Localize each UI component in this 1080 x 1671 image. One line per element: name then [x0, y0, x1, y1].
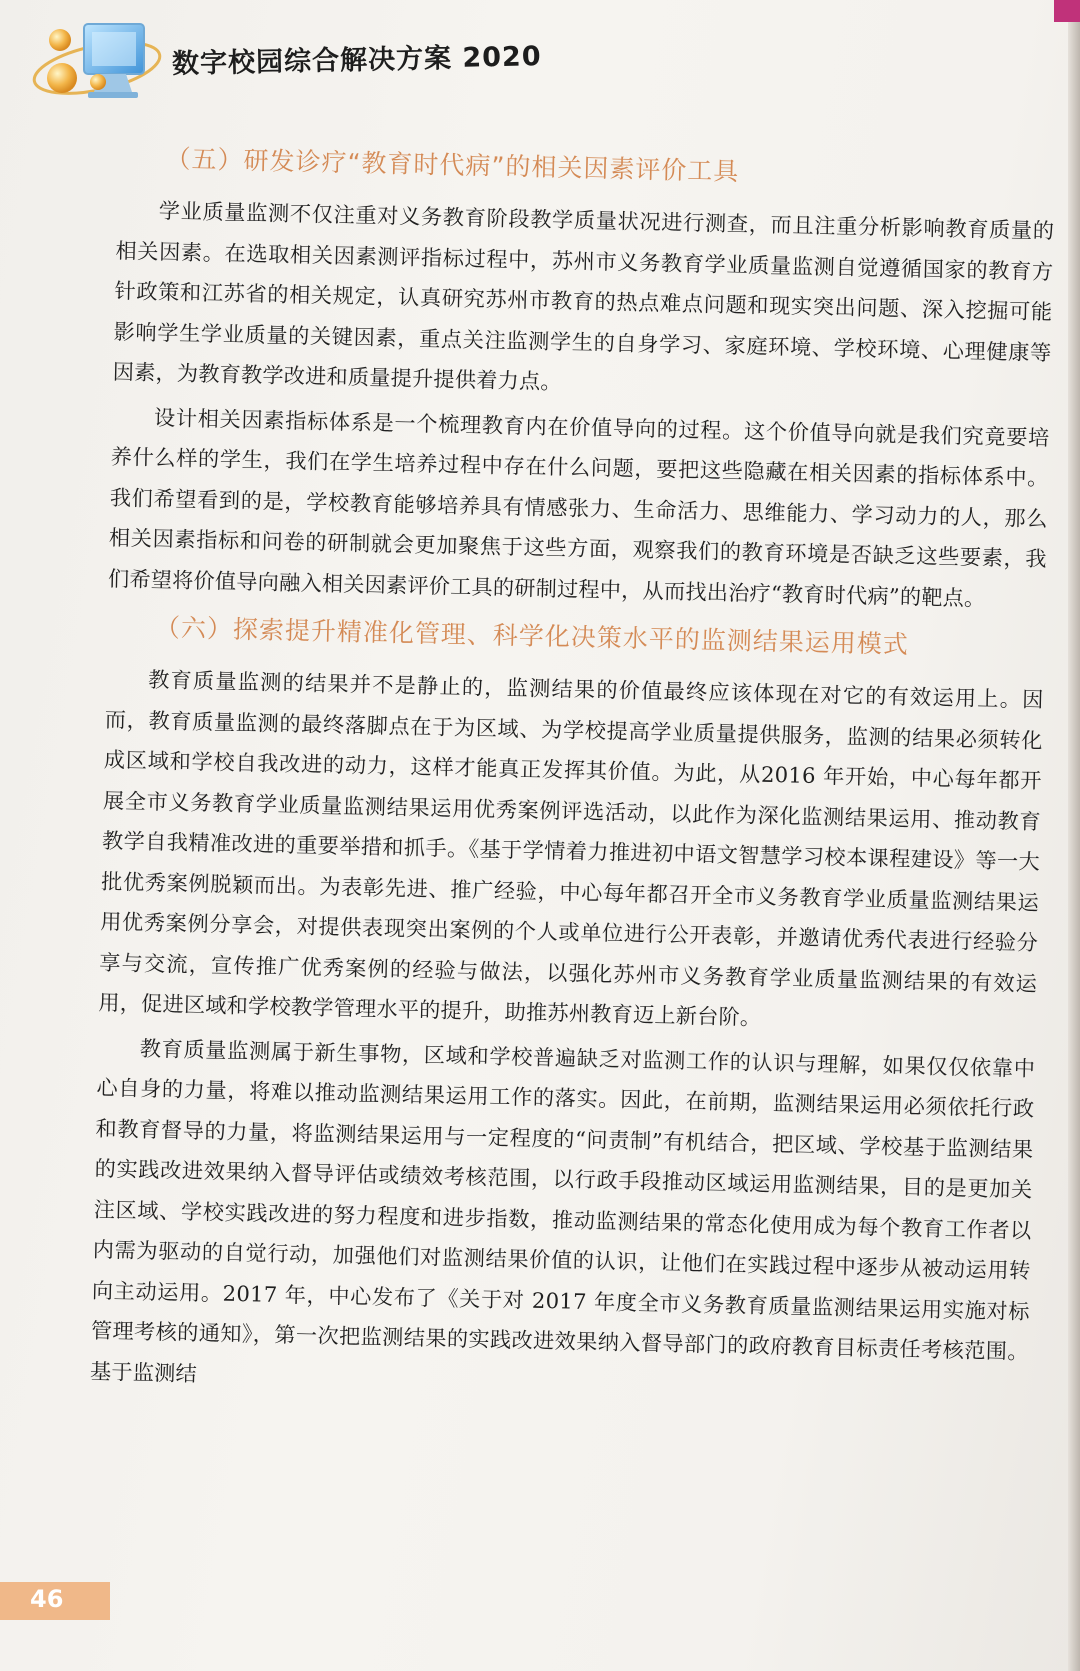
corner-tab: [1054, 0, 1080, 22]
paragraph: 设计相关因素指标体系是一个梳理教育内在价值导向的过程。这个价值导向就是我们究竟要培养什么样的学生，我们在学生培养过程中存在什么问题，要把这些隐藏在相关因素的指标体系中。我们希望看到的是，学校教育能够培养具有情感张力、生命活力、思维能力、学习动力的人，那么相关因素指标和问卷的研制就会更加聚焦于这些方面，观察我们的教育环境是否缺乏这些要素，我们希望将价值导向融入相关因素评价工具的研制过程中，从而找出治疗“教育时代病”的靶点。: [107, 404, 1050, 611]
section-heading-5: （五）研发诊疗“教育时代病”的相关因素评价工具: [165, 144, 740, 187]
header-title: 数字校园综合解决方案 2020: [171, 41, 542, 80]
paragraph: 学业质量监测不仅注重对义务教育阶段教学质量状况进行测查，而且注重分析影响教育质量的相关因素。在选取相关因素测评指标过程中，苏州市义务教育学业质量监测自觉遵循国家的教育方针政策和江苏省的相关规定，认真研究苏州市教育的热点难点问题和现实突出问题、深入挖掘可能影响学生学业质量的关键因素，重点关注监测学生的自身学习、家庭环境、学校环境、心理健康等因素，为教育教学改进和质量提升提供着力点。: [112, 197, 1055, 395]
computer-orbit-logo-icon: [22, 10, 172, 130]
section-heading-6: （六）探索提升精准化管理、科学化决策水平的监测结果运用模式: [154, 612, 910, 660]
page-edge: [1068, 0, 1080, 1671]
paragraph: 教育质量监测的结果并不是静止的，监测结果的价值最终应该体现在对它的有效运用上。因而，教育质量监测的最终落脚点在于为区域、为学校提高学业质量提供服务，监测的结果必须转化成区域和学校自我改进的动力，这样才能真正发挥其价值。为此，从2016 年开始，中心每年都开展全市义务教育学业质量监测结果运用优秀案例评选活动，以此作为深化监测结果运用、推动教育教学自我精准改进的重要举措和抓手。《基于学情着力推进初中语文智慧学习校本课程建设》等一大批优秀案例脱颖而出。为表彰先进、推广经验，中心每年都召开全市义务教育学业质量监测结果运用优秀案例分享会，对提供表现突出案例的个人或单位进行公开表彰，并邀请优秀代表进行经验分享与交流，宣传推广优秀案例的经验与做法，以强化苏州市义务教育学业质量监测结果的有效运用，促进区域和学校教学管理水平的提升，助推苏州教育迈上新台阶。: [98, 666, 1044, 1030]
page-number: 46: [30, 1585, 64, 1613]
paragraph: 教育质量监测属于新生事物，区域和学校普遍缺乏对监测工作的认识与理解，如果仅仅依靠中心自身的力量，将难以推动监测结果运用工作的落实。因此，在前期，监测结果运用必须依托行政和教育督导的力量，将监测结果运用与一定程度的“问责制”有机结合，把区域、学校基于监测结果的实践改进效果纳入督导评估或绩效考核范围，以行政手段推动区域运用监测结果，目的是更加关注区域、学校实践改进的努力程度和进步指数，推动监测结果的常态化使用成为每个教育工作者以内需为驱动的自觉行动，加强他们对监测结果价值的认识，让他们在实践过程中逐步从被动运用转向主动运用。2017 年，中心发布了《关于对 2017 年度全市义务教育质量监测结果运用实施对标管理考核的通知》，第一次把监测结果的实践改进效果纳入督导部门的政府教育目标责任考核范围。基于监测结: [89, 1035, 1036, 1386]
page-content: [90, 140, 1056, 1417]
